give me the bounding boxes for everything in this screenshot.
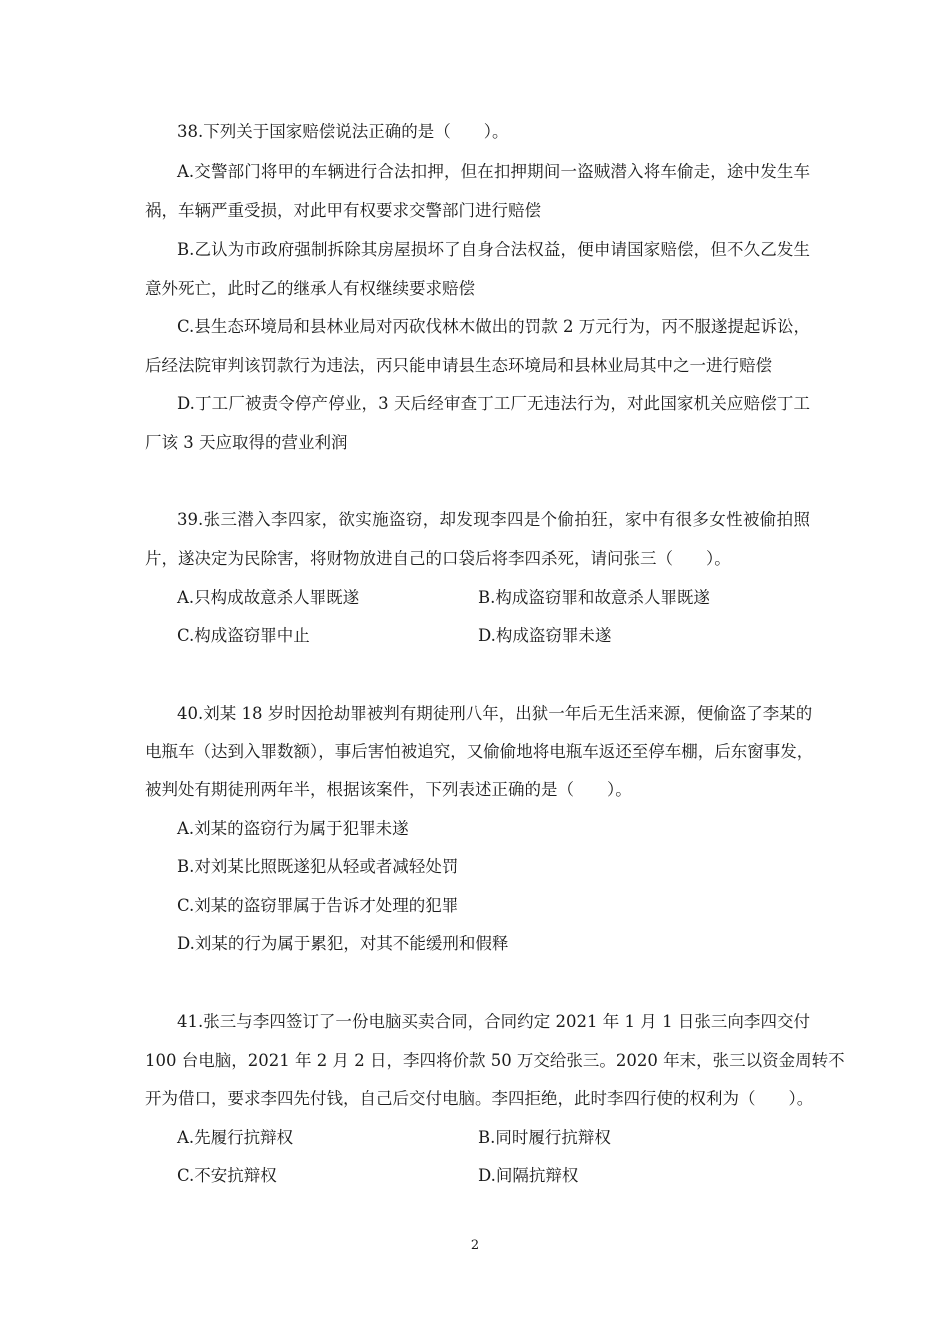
question-stem-cont: 电瓶车（达到入罪数额），事后害怕被追究，又偷偷地将电瓶车返还至停车棚，后东窗事发， <box>145 742 814 761</box>
option-a-cont: 祸，车辆严重受损，对此甲有权要求交警部门进行赔偿 <box>145 201 541 220</box>
question-stem-cont: 100 台电脑，2021 年 2 月 2 日，李四将价款 50 万交给张三。2020 年末，张三以资金周转不 <box>145 1051 845 1070</box>
question-stem: 40.刘某 18 岁时因抢劫罪被判有期徒刑八年，出狱一年后无生活来源，便偷盗了李某的 <box>177 704 813 723</box>
option-c: C.县生态环境局和县林业局对丙砍伐林木做出的罚款 2 万元行为，丙不服遂提起诉讼， <box>177 317 810 336</box>
option-c: C.不安抗辩权 <box>177 1166 277 1185</box>
option-b: B.乙认为市政府强制拆除其房屋损坏了自身合法权益，便申请国家赔偿，但不久乙发生 <box>177 240 810 259</box>
option-d: D.刘某的行为属于累犯，对其不能缓刑和假释 <box>177 934 509 953</box>
option-a: A.只构成故意杀人罪既遂 <box>177 588 360 607</box>
option-c-cont: 后经法院审判该罚款行为违法，丙只能申请县生态环境局和县林业局其中之一进行赔偿 <box>145 356 772 375</box>
option-d: D.构成盗窃罪未遂 <box>478 626 612 645</box>
option-d-cont: 厂该 3 天应取得的营业利润 <box>145 433 348 452</box>
option-b: B.对刘某比照既遂犯从轻或者减轻处罚 <box>177 857 459 876</box>
question-stem: 38.下列关于国家赔偿说法正确的是（ ）。 <box>177 122 509 141</box>
question-stem-cont: 片，遂决定为民除害，将财物放进自己的口袋后将李四杀死，请问张三（ ）。 <box>145 549 731 568</box>
question-stem-cont: 开为借口，要求李四先付钱，自己后交付电脑。李四拒绝，此时李四行使的权利为（ ）。 <box>145 1089 814 1108</box>
question-stem-cont: 被判处有期徒刑两年半，根据该案件，下列表述正确的是（ ）。 <box>145 780 632 799</box>
option-d: D.间隔抗辩权 <box>478 1166 579 1185</box>
option-b-cont: 意外死亡，此时乙的继承人有权继续要求赔偿 <box>145 279 475 298</box>
option-c: C.构成盗窃罪中止 <box>177 626 310 645</box>
option-b: B.构成盗窃罪和故意杀人罪既遂 <box>478 588 710 607</box>
option-a: A.先履行抗辩权 <box>177 1128 294 1147</box>
question-stem: 41.张三与李四签订了一份电脑买卖合同，合同约定 2021 年 1 月 1 日张三向李四交付 <box>177 1012 810 1031</box>
option-d: D.丁工厂被责令停产停业，3 天后经审查丁工厂无违法行为，对此国家机关应赔偿丁工 <box>177 394 810 413</box>
option-c: C.刘某的盗窃罪属于告诉才处理的犯罪 <box>177 896 459 915</box>
option-a: A.刘某的盗窃行为属于犯罪未遂 <box>177 819 409 838</box>
question-stem: 39.张三潜入李四家，欲实施盗窃，却发现李四是个偷拍狂，家中有很多女性被偷拍照 <box>177 510 810 529</box>
option-a: A.交警部门将甲的车辆进行合法扣押，但在扣押期间一盗贼潜入将车偷走，途中发生车 <box>177 162 810 181</box>
page-number: 2 <box>470 1238 480 1253</box>
option-b: B.同时履行抗辩权 <box>478 1128 611 1147</box>
